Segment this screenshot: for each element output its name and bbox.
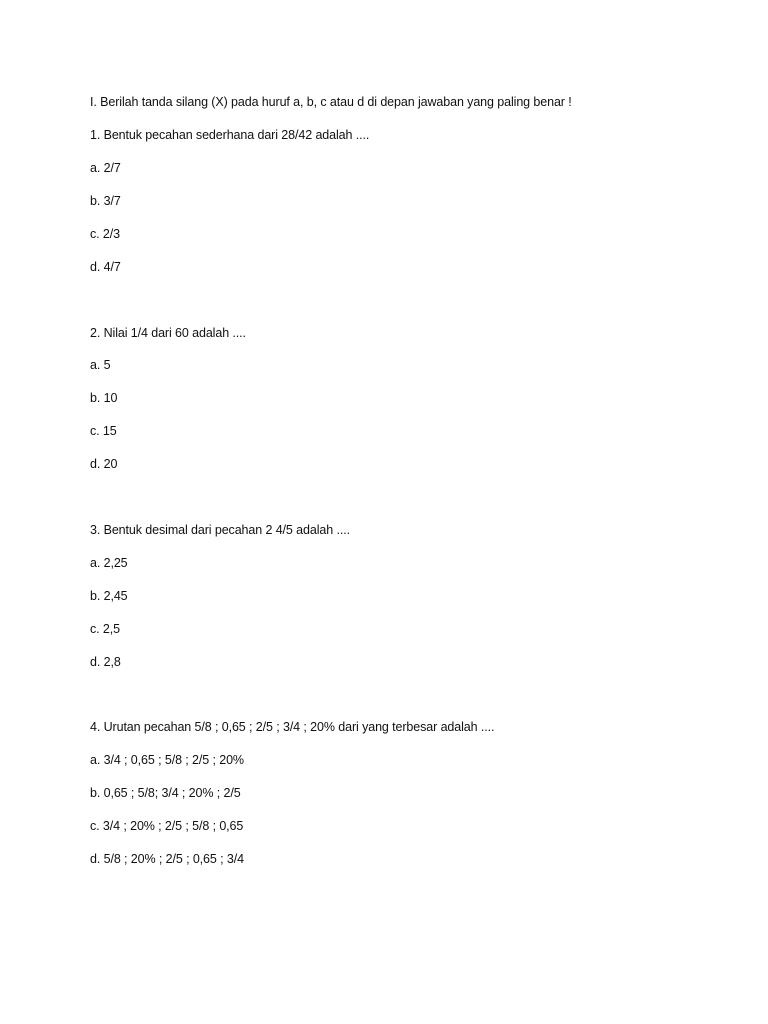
question-1-option-a: a. 2/7 <box>90 161 121 175</box>
question-3-option-d: d. 2,8 <box>90 655 121 669</box>
question-4-option-a: a. 3/4 ; 0,65 ; 5/8 ; 2/5 ; 20% <box>90 753 244 767</box>
question-3-option-c: c. 2,5 <box>90 622 120 636</box>
question-2-option-c: c. 15 <box>90 424 117 438</box>
question-4-option-b: b. 0,65 ; 5/8; 3/4 ; 20% ; 2/5 <box>90 786 241 800</box>
question-2-option-b: b. 10 <box>90 391 118 405</box>
question-4: 4. Urutan pecahan 5/8 ; 0,65 ; 2/5 ; 3/4 ; 20% dari yang terbesar adalah .... <box>90 720 495 734</box>
question-3-option-b: b. 2,45 <box>90 589 128 603</box>
question-3-option-a: a. 2,25 <box>90 556 128 570</box>
question-1-option-b: b. 3/7 <box>90 194 121 208</box>
question-1: 1. Bentuk pecahan sederhana dari 28/42 adalah .... <box>90 128 370 142</box>
question-4-option-d: d. 5/8 ; 20% ; 2/5 ; 0,65 ; 3/4 <box>90 852 244 866</box>
question-1-option-c: c. 2/3 <box>90 227 120 241</box>
question-2-option-d: d. 20 <box>90 457 118 471</box>
instruction-text: I. Berilah tanda silang (X) pada huruf a, b, c atau d di depan jawaban yang paling benar ! <box>90 95 572 109</box>
question-1-option-d: d. 4/7 <box>90 260 121 274</box>
question-3: 3. Bentuk desimal dari pecahan 2 4/5 adalah .... <box>90 523 350 537</box>
question-2: 2. Nilai 1/4 dari 60 adalah .... <box>90 326 246 340</box>
question-2-option-a: a. 5 <box>90 358 111 372</box>
question-4-option-c: c. 3/4 ; 20% ; 2/5 ; 5/8 ; 0,65 <box>90 819 244 833</box>
